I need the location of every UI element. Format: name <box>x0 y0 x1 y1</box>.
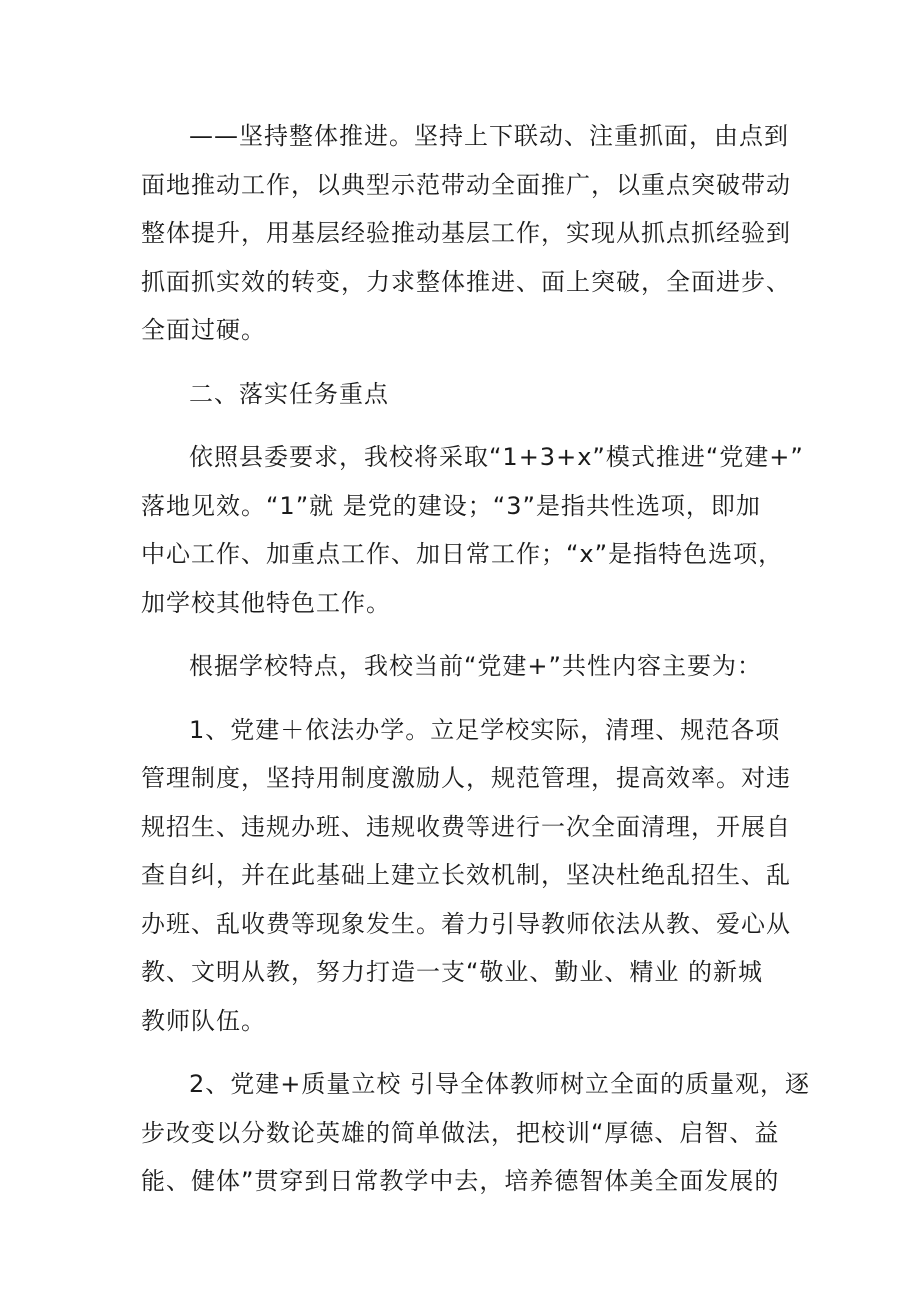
document-body <box>141 112 811 1206</box>
text-line: 规招生、违规办班、违规收费等进行一次全面清理，开展自 <box>141 812 791 841</box>
text-line: 根据学校特点，我校当前“党建+”共性内容主要为： <box>189 652 762 680</box>
text-line: 抓面抓实效的转变，力求整体推进、面上突破，全面进步、 <box>141 267 791 296</box>
text-line: ——坚持整体推进。坚持上下联动、注重抓面，由点到 <box>189 122 789 150</box>
text-line: 全面过硬。 <box>141 316 266 344</box>
paragraph-mode-intro <box>141 433 804 627</box>
paragraph-overall-advance <box>141 112 791 355</box>
section-heading-text: 二、落实任务重点 <box>189 379 389 408</box>
text-line: 教师队伍。 <box>141 1006 266 1035</box>
paragraph-common-content <box>141 642 791 691</box>
text-line: 管理制度，坚持用制度激励人，规范管理，提高效率。对违 <box>141 764 791 792</box>
text-line: 面地推动工作，以典型示范带动全面推广，以重点突破带动 <box>141 170 791 199</box>
text-line: 1、党建＋依法办学。立足学校实际，清理、规范各项 <box>189 715 781 744</box>
text-line: 整体提升，用基层经验推动基层工作，实现从抓点抓经验到 <box>141 219 791 247</box>
text-line: 教、文明从教，努力打造一支“敬业、勤业、精业 的新城 <box>141 958 764 986</box>
text-line: 依照县委要求，我校将采取“1+3+x”模式推进“党建+” <box>189 443 804 471</box>
text-line: 能、健体”贯穿到日常教学中去，培养德智体美全面发展的 <box>141 1167 780 1195</box>
text-line: 落地见效。“1”就 是党的建设；“3”是指共性选项，即加 <box>141 491 761 520</box>
text-line: 步改变以分数论英雄的简单做法，把校训“厚德、启智、益 <box>141 1118 780 1147</box>
paragraph-item-1 <box>141 706 791 1046</box>
section-heading <box>141 370 791 419</box>
text-line: 查自纠，并在此基础上建立长效机制，坚决杜绝乱招生、乱 <box>141 861 791 889</box>
text-line: 中心工作、加重点工作、加日常工作；“x”是指特色选项， <box>141 540 784 568</box>
paragraph-item-2 <box>141 1060 811 1206</box>
text-line: 办班、乱收费等现象发生。着力引导教师依法从教、爱心从 <box>141 909 791 938</box>
text-line: 加学校其他特色工作。 <box>141 588 391 617</box>
text-line: 2、党建+质量立校 引导全体教师树立全面的质量观，逐 <box>189 1070 811 1098</box>
